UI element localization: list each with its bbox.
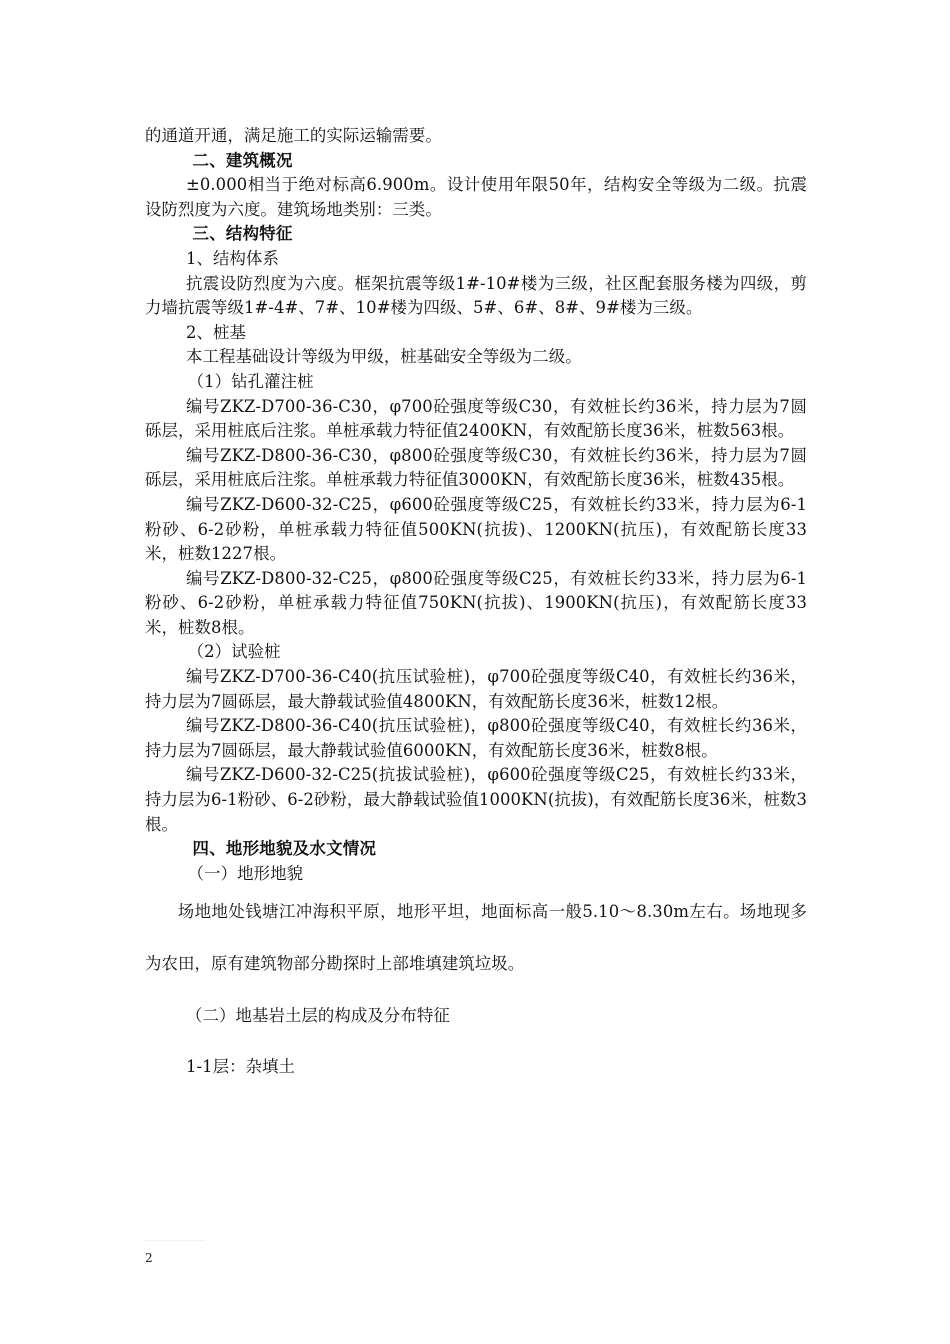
section-heading-structure-features: 三、结构特征 — [192, 224, 293, 244]
subheading-terrain: （一）地形地貌 — [187, 863, 304, 883]
footer-divider — [145, 1240, 205, 1241]
paragraph-test-pile-d600: 编号ZKZ-D600-32-C25(抗拔试验桩)，φ600砼强度等级C25，有效桩长约33米，持力层为6-1粉砂、6-2砂粉，最大静载试验值1000KN(抗拔)，有效配筋长度36米，桩数3根。 — [145, 765, 807, 834]
paragraph-test-pile-d800: 编号ZKZ-D800-36-C40(抗压试验桩)，φ800砼强度等级C40，有效桩长约36米，持力层为7圆砾层，最大静载试验值6000KN，有效配筋长度36米，桩数8根。 — [145, 716, 807, 760]
subheading-test-piles: （2）试验桩 — [187, 642, 281, 662]
paragraph-building-overview: ±0.000相当于绝对标高6.900m。设计使用年限50年，结构安全等级为二级。抗震设防烈度为六度。建筑场地类别：三类。 — [145, 175, 807, 219]
subheading-layer-1-1: 1-1层：杂填土 — [186, 1057, 296, 1076]
paragraph-pile-d600-c25: 编号ZKZ-D600-32-C25，φ600砼强度等级C25，有效桩长约33米，持力层为6-1粉砂、6-2砂粉，单桩承载力特征值500KN(抗拔)、1200KN(抗压)，有效配筋长度33米，桩数1227根。 — [145, 494, 807, 564]
subheading-soil-layers: （二）地基岩土层的构成及分布特征 — [186, 1006, 450, 1026]
paragraph-pile-foundation: 本工程基础设计等级为甲级，桩基础安全等级为二级。 — [186, 347, 582, 367]
paragraph-pile-d800-c30: 编号ZKZ-D800-36-C30，φ800砼强度等级C30，有效桩长约36米，持力层为7圆砾层，采用桩底后注浆。单桩承载力特征值3000KN，有效配筋长度36米，桩数435根。 — [145, 445, 807, 490]
subheading-structure-system: 1、结构体系 — [186, 248, 279, 268]
subheading-bored-piles: （1）钻孔灌注桩 — [187, 371, 314, 391]
paragraph-pile-d800-c25: 编号ZKZ-D800-32-C25，φ800砼强度等级C25，有效桩长约33米，持力层为6-1粉砂、6-2砂粉，单桩承载力特征值750KN(抗拔)、1900KN(抗压)，有效配筋长度33米，桩数8根。 — [145, 568, 807, 637]
page-number: 2 — [145, 1251, 153, 1265]
subheading-pile-foundation: 2、桩基 — [186, 322, 246, 342]
section-heading-terrain-hydrology: 四、地形地貌及水文情况 — [192, 839, 377, 859]
paragraph-pile-d700-c30: 编号ZKZ-D700-36-C30，φ700砼强度等级C30，有效桩长约36米，持力层为7圆砾层，采用桩底后注浆。单桩承载力特征值2400KN，有效配筋长度36米，桩数563根。 — [145, 396, 807, 441]
paragraph-continuation: 的通道开通，满足施工的实际运输需要。 — [145, 126, 442, 145]
section-heading-building-overview: 二、建筑概况 — [192, 150, 293, 170]
document-body — [145, 124, 807, 1080]
paragraph-test-pile-d700: 编号ZKZ-D700-36-C40(抗压试验桩)，φ700砼强度等级C40，有效桩长约36米，持力层为7圆砾层，最大静载试验值4800KN，有效配筋长度36米，桩数12根。 — [145, 667, 807, 711]
paragraph-structure-system: 抗震设防烈度为六度。框架抗震等级1#-10#楼为三级，社区配套服务楼为四级，剪力墙抗震等级1#-4#、7#、10#楼为四级、5#、6#、8#、9#楼为三级。 — [145, 273, 807, 318]
paragraph-terrain: 场地地处钱塘江冲海积平原，地形平坦，地面标高一般5.10～8.30m左右。场地现多为农田，原有建筑物部分勘探时上部堆填建筑垃圾。 — [145, 902, 807, 974]
